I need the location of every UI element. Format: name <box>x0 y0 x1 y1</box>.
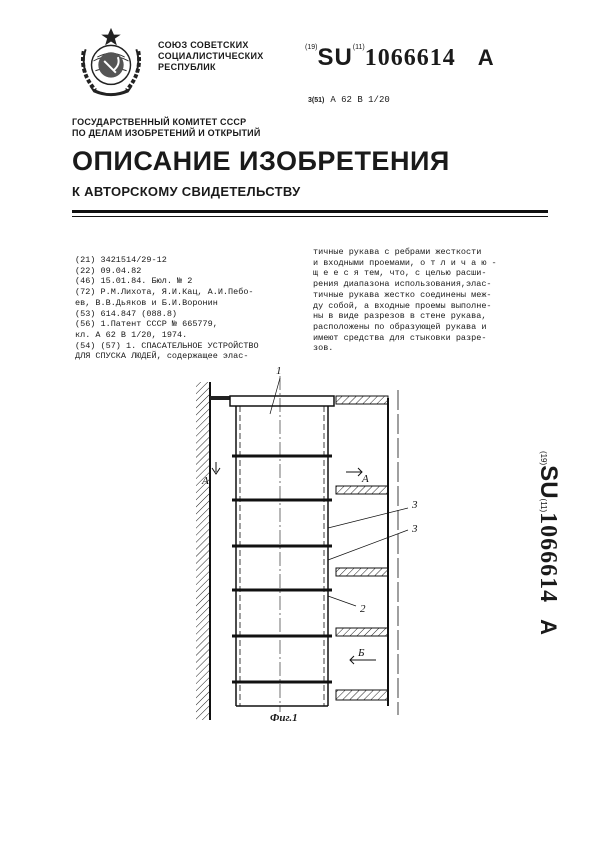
biblio-line: (46) 15.01.84. Бюл. № 2 <box>75 276 193 287</box>
bibliographic-data <box>75 255 300 362</box>
claim-line: щ е е с я тем, что, с целью расши- <box>313 268 487 279</box>
label-2: 2 <box>360 603 366 615</box>
claim-line: имеют средства для стыковки разре- <box>313 332 487 343</box>
ipc-classification <box>308 95 390 105</box>
biblio-line: (21) 3421514/29-12 <box>75 255 167 265</box>
patent-number: 1066614 <box>364 45 456 71</box>
claim-line: ны в виде разрезов в стене рукава, <box>313 311 487 322</box>
biblio-line: (56) 1.Патент СССР № 665779, <box>75 319 218 330</box>
claim-line: тичные рукава жестко соединены меж- <box>313 289 492 300</box>
ipc-code: 3(51) <box>308 97 325 104</box>
claim-line: ду собой, а входные проемы выполне- <box>313 300 492 311</box>
claim-line: расположены по образующей рукава и <box>313 321 487 332</box>
patent-number-block <box>305 44 494 72</box>
divider-thick <box>72 210 548 213</box>
label-section-a-right: А <box>362 473 369 485</box>
claim-text <box>313 247 545 354</box>
biblio-line: (72) Р.М.Лихота, Я.И.Кац, А.И.Пебо- <box>75 287 254 298</box>
claim-line: и входными проемами, о т л и ч а ю - <box>313 257 497 268</box>
country-name: СОЮЗ СОВЕТСКИХ СОЦИАЛИСТИЧЕСКИХ РЕСПУБЛИК <box>158 40 264 72</box>
biblio-line: ДЛЯ СПУСКА ЛЮДЕЙ, содержащее элас- <box>75 351 249 362</box>
patent-kind: A <box>477 45 494 70</box>
committee-name: ГОСУДАРСТВЕННЫЙ КОМИТЕТ СССР ПО ДЕЛАМ ИЗОБРЕТЕНИЙ И ОТКРЫТИЙ <box>72 117 261 138</box>
figure-1-drawing <box>180 360 420 730</box>
biblio-line: кл. А 62 В 1/20, 1974. <box>75 329 188 340</box>
side-patent-number: (19)SU(11)1066614A <box>535 450 562 636</box>
document-title: ОПИСАНИЕ ИЗОБРЕТЕНИЯ <box>72 146 450 176</box>
figure-caption: Фиг.1 <box>270 712 298 724</box>
label-view-b: Б <box>358 647 365 659</box>
claim-line: зов. <box>313 343 334 354</box>
biblio-line: (53) 614.847 (088.8) <box>75 308 178 319</box>
code-11: (11) <box>352 44 365 51</box>
divider-thin <box>72 216 548 217</box>
label-3b: 3 <box>412 523 418 535</box>
ussr-emblem-icon <box>72 22 150 100</box>
country-code: SU <box>317 44 353 71</box>
claim-line: тичные рукава с ребрами жесткости <box>313 247 482 257</box>
biblio-line: ев, В.В.Дьяков и Б.И.Воронин <box>75 297 218 308</box>
label-section-a-left: А <box>202 475 209 487</box>
biblio-line: (54) (57) 1. СПАСАТЕЛЬНОЕ УСТРОЙСТВО <box>75 340 259 351</box>
label-3a: 3 <box>412 499 418 511</box>
code-19: (19) <box>305 44 318 51</box>
ipc-value: A 62 B 1/20 <box>330 95 390 105</box>
biblio-line: (22) 09.04.82 <box>75 265 142 276</box>
document-subtitle: К АВТОРСКОМУ СВИДЕТЕЛЬСТВУ <box>72 184 301 199</box>
label-1: 1 <box>276 365 282 377</box>
claim-line: рения диапазона использования,элас- <box>313 279 492 290</box>
